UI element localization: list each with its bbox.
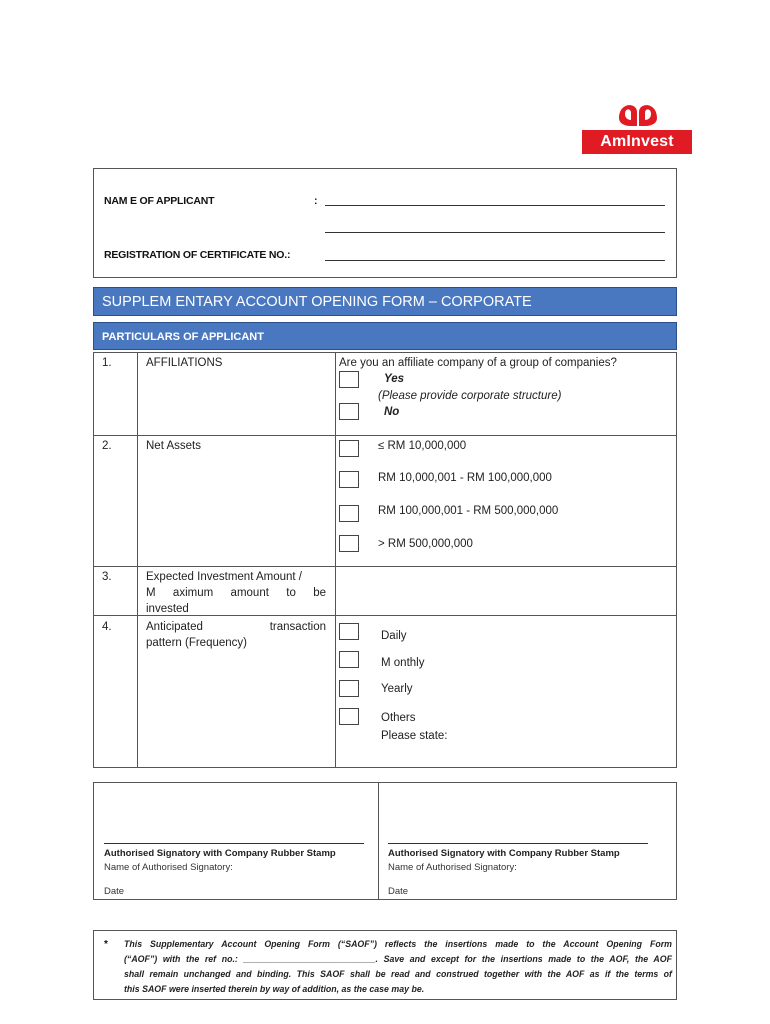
net-assets-option-2-checkbox[interactable] [339, 471, 359, 488]
brand-logo [582, 96, 692, 158]
registration-certificate-field[interactable] [325, 260, 665, 261]
investment-label-line2: M aximum amount to be [146, 587, 326, 599]
name-of-applicant-label: NAM E OF APPLICANT [104, 195, 215, 207]
affiliate-yes-checkbox[interactable] [339, 371, 359, 388]
registration-certificate-label: REGISTRATION OF CERTIFICATE NO.: [104, 249, 291, 261]
left-signature-line[interactable] [104, 843, 364, 844]
right-signatory-title: Authorised Signatory with Company Rubber Stamp [388, 848, 620, 859]
form-title: SUPPLEM ENTARY ACCOUNT OPENING FORM – CORPORATE [102, 294, 532, 310]
net-assets-label: Net Assets [146, 440, 201, 452]
net-assets-option-1: ≤ RM 10,000,000 [378, 440, 467, 452]
right-signature-line[interactable] [388, 843, 648, 844]
note-line-3: shall remain unchanged and binding. This SAOF shall be read and construed together with the AOF as if the terms of [124, 969, 672, 979]
net-assets-option-2: RM 10,000,001 - RM 100,000,000 [378, 472, 552, 484]
transaction-label-line1: Anticipated transaction [146, 621, 326, 633]
frequency-others-label: Others [381, 712, 416, 724]
aminvest-logo-icon [615, 96, 661, 128]
investment-amount-field[interactable] [336, 567, 676, 615]
row-divider-1 [94, 435, 676, 436]
affiliate-no-checkbox[interactable] [339, 403, 359, 420]
frequency-yearly-checkbox[interactable] [339, 680, 359, 697]
frequency-daily-label: Daily [381, 630, 407, 642]
right-date-label: Date [388, 886, 409, 897]
investment-label-line1: Expected Investment Amount / [146, 571, 302, 583]
disclaimer-note [124, 937, 672, 997]
net-assets-option-4-checkbox[interactable] [339, 535, 359, 552]
row-number: 3. [102, 571, 112, 583]
row-number: 2. [102, 440, 112, 452]
frequency-others-checkbox[interactable] [339, 708, 359, 725]
frequency-monthly-checkbox[interactable] [339, 651, 359, 668]
left-signatory-title: Authorised Signatory with Company Rubber Stamp [104, 848, 336, 859]
frequency-daily-checkbox[interactable] [339, 623, 359, 640]
col-divider-1 [137, 353, 138, 767]
row-number: 1. [102, 357, 112, 369]
form-title-bar [93, 287, 677, 316]
left-date-label: Date [104, 886, 125, 897]
col-divider-2 [335, 353, 336, 767]
frequency-please-state: Please state: [381, 730, 448, 742]
signature-divider [378, 783, 379, 899]
note-asterisk: * [104, 939, 108, 950]
right-signatory-name-label: Name of Authorised Signatory: [388, 862, 517, 873]
investment-label-line3: invested [146, 603, 189, 615]
note-line-1: This Supplementary Account Opening Form (“SAOF”) reflects the insertions made to the Account Opening Form [124, 939, 672, 949]
frequency-yearly-label: Yearly [381, 683, 413, 695]
left-signatory-name-label: Name of Authorised Signatory: [104, 862, 233, 873]
particulars-table [93, 352, 677, 768]
net-assets-option-3-checkbox[interactable] [339, 505, 359, 522]
row-number: 4. [102, 621, 112, 633]
affiliate-yes-label: Yes [384, 373, 405, 385]
affiliate-no-label: No [384, 406, 400, 418]
disclaimer-note-box [93, 930, 677, 1000]
net-assets-option-3: RM 100,000,001 - RM 500,000,000 [378, 505, 559, 517]
name-of-applicant-field-line2[interactable] [325, 232, 665, 233]
signature-box [93, 782, 677, 900]
section-title: PARTICULARS OF APPLICANT [102, 331, 264, 343]
section-header-bar [93, 322, 677, 350]
net-assets-option-1-checkbox[interactable] [339, 440, 359, 457]
affiliations-label: AFFILIATIONS [146, 357, 223, 369]
brand-wordmark: AmInvest [582, 130, 692, 154]
frequency-monthly-label: M onthly [381, 657, 425, 669]
name-of-applicant-field[interactable] [325, 205, 665, 206]
name-colon: : [314, 195, 318, 207]
note-line-4: this SAOF were inserted therein by way of addition, as the case may be. [124, 984, 425, 994]
note-line-2: (“AOF”) with the ref no.: ___________________________. Save and except for the insertions made to the AOF, the AOF [124, 954, 672, 964]
applicant-details-box [93, 168, 677, 278]
transaction-label-line2: pattern (Frequency) [146, 637, 247, 649]
affiliations-question: Are you an affiliate company of a group of companies? [339, 357, 617, 369]
affiliate-yes-note: (Please provide corporate structure) [378, 390, 562, 402]
net-assets-option-4: > RM 500,000,000 [378, 538, 473, 550]
